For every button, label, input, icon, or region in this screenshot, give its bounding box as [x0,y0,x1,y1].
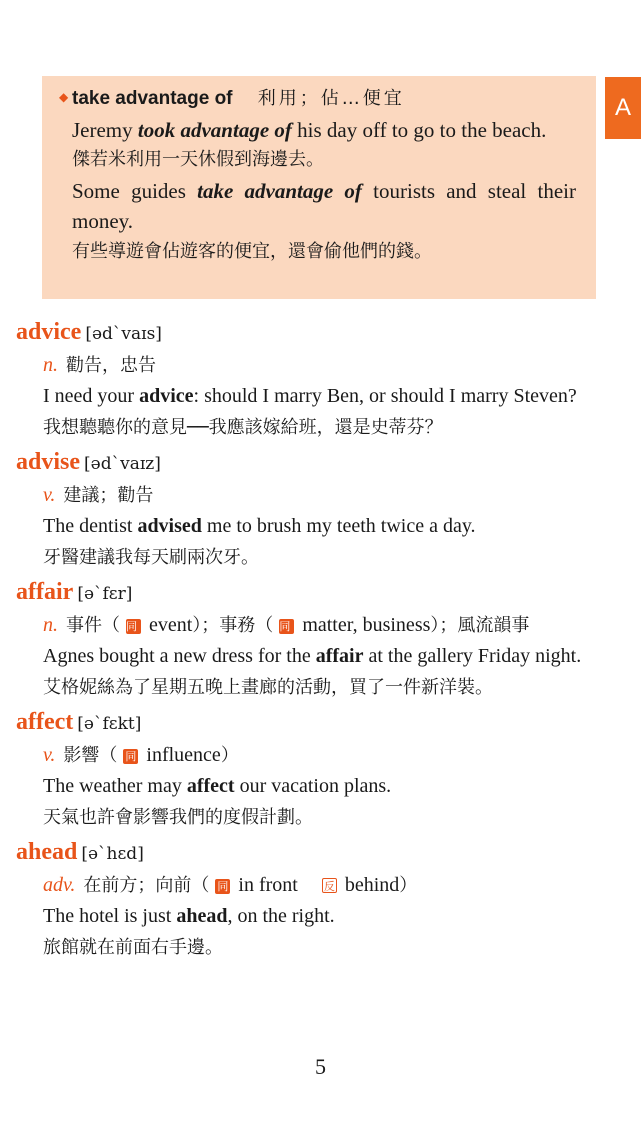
headword: advise [16,449,81,475]
dictionary-entries [16,316,601,966]
pronunciation: [ə`hɛd] [81,844,144,864]
meaning: 勸告，忠告 [66,355,156,376]
meaning-line: v. 影響（ 同 influence） [43,744,239,766]
example-sentence: The weather may affect our vacation plans. [43,775,392,797]
phrase-example-1: Jeremy took advantage of his day off to go to the beach. [72,117,547,142]
meaning-line: adv. 在前方；向前（ 同 in front 反 behind） [43,874,418,896]
example-sentence: The dentist advised me to brush my teeth twice a day. [43,515,476,537]
example-translation: 我想聽聽你的意見──我應該嫁給班，還是史蒂芬？ [43,417,443,438]
pronunciation: [ə`fɛr] [77,584,133,604]
phrase-title: take advantage of [72,88,233,109]
diamond-bullet-icon: ◆ [59,90,69,104]
headword: advice [16,319,82,345]
meaning: 建議；勸告 [63,485,154,506]
example-sentence: I need your advice: should I marry Ben, or should I marry Steven? [43,385,577,407]
synonym-badge-icon: 同 [279,619,294,634]
entry-advice [16,316,601,443]
example-sentence: The hotel is just ahead, on the right. [43,905,335,927]
phrase-heading [59,82,576,115]
phrase-meaning: 利用；佔…便宜 [257,88,405,109]
example-translation: 旅館就在前面右手邊。 [43,937,223,958]
phrase-example-2: Some guides take advantage of tourists and steal their money. [72,178,576,233]
part-of-speech: adv. [43,874,76,896]
meaning-line: n. 事件（ 同 event）；事務（ 同 matter, business）；風流韻事 [43,614,530,636]
entry-affair [16,576,601,703]
synonym-badge-icon: 同 [217,880,229,893]
entry-ahead [16,836,601,963]
pronunciation: [ə`fɛkt] [77,714,142,734]
part-of-speech: v. [43,484,56,506]
pronunciation: [əd`vaɪs] [85,324,162,344]
example-translation: 天氣也許會影響我們的度假計劃。 [43,807,313,828]
entry-advise [16,446,601,573]
synonym-badge-icon: 同 [126,619,141,634]
page-number: 5 [315,1054,326,1079]
pronunciation: [əd`vaɪz] [84,454,161,474]
example-translation: 艾格妮絲為了星期五晚上畫廊的活動，買了一件新洋裝。 [43,677,493,698]
phrase-example-1-zh: 傑若米利用一天休假到海邊去。 [72,149,324,170]
example-translation: 牙醫建議我每天刷兩次牙。 [43,547,259,568]
part-of-speech: v. [43,744,56,766]
section-tab-a[interactable]: A [605,77,641,139]
entry-affect [16,706,601,833]
synonym-badge-icon: 同 [125,750,137,763]
headword: affair [16,579,74,605]
part-of-speech: n. [43,354,58,376]
example-sentence: Agnes bought a new dress for the affair at the gallery Friday night. [43,645,582,667]
phrase-example-2-zh: 有些導遊會佔遊客的便宜，還會偷他們的錢。 [72,240,432,262]
phrase-box [42,76,596,299]
headword: ahead [16,839,78,865]
headword: affect [16,709,74,735]
antonym-badge-icon: 反 [323,880,335,893]
part-of-speech: n. [43,614,58,636]
